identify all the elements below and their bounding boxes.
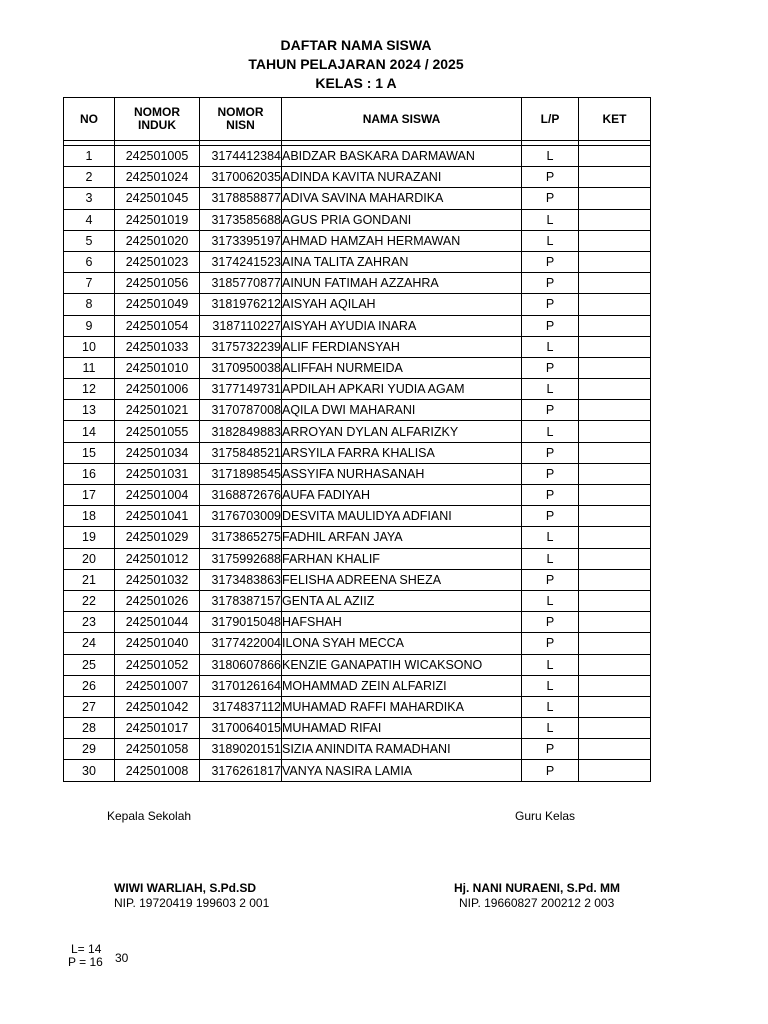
title-line-2: TAHUN PELAJARAN 2024 / 2025 xyxy=(248,56,464,72)
col-header-induk xyxy=(115,98,200,141)
total-count: 30 xyxy=(115,951,129,965)
cell-nisn: 3174837112 xyxy=(200,696,282,717)
cell-no: 22 xyxy=(64,590,115,611)
gender-summary xyxy=(68,943,103,969)
cell-ket xyxy=(579,442,651,463)
table-row xyxy=(64,273,651,294)
table-row xyxy=(64,400,651,421)
cell-no: 20 xyxy=(64,548,115,569)
col-header-induk-line1: NOMOR xyxy=(134,105,180,119)
cell-nisn: 3170064015 xyxy=(200,718,282,739)
cell-lp: P xyxy=(522,569,579,590)
table-row xyxy=(64,336,651,357)
cell-induk: 242501049 xyxy=(115,294,200,315)
cell-nisn: 3174241523 xyxy=(200,251,282,272)
cell-name: MUHAMAD RAFFI MAHARDIKA xyxy=(282,696,522,717)
cell-lp: L xyxy=(522,379,579,400)
cell-nisn: 3180607866 xyxy=(200,654,282,675)
cell-lp: P xyxy=(522,357,579,378)
cell-induk: 242501031 xyxy=(115,463,200,484)
teacher-label: Guru Kelas xyxy=(515,809,576,823)
cell-nisn: 3170787008 xyxy=(200,400,282,421)
student-table xyxy=(63,97,651,782)
cell-name: AHMAD HAMZAH HERMAWAN xyxy=(282,230,522,251)
cell-nisn: 3170062035 xyxy=(200,167,282,188)
cell-nisn: 3175732239 xyxy=(200,336,282,357)
cell-lp: L xyxy=(522,336,579,357)
cell-ket xyxy=(579,463,651,484)
cell-lp: L xyxy=(522,718,579,739)
cell-induk: 242501024 xyxy=(115,167,200,188)
cell-nisn: 3173585688 xyxy=(200,209,282,230)
cell-nisn: 3189020151 xyxy=(200,739,282,760)
cell-name: MOHAMMAD ZEIN ALFARIZI xyxy=(282,675,522,696)
cell-lp: P xyxy=(522,294,579,315)
table-body xyxy=(64,141,651,782)
cell-lp: P xyxy=(522,463,579,484)
cell-no: 23 xyxy=(64,612,115,633)
cell-nisn: 3173865275 xyxy=(200,527,282,548)
cell-induk: 242501033 xyxy=(115,336,200,357)
cell-ket xyxy=(579,188,651,209)
cell-ket xyxy=(579,739,651,760)
cell-no: 30 xyxy=(64,760,115,781)
cell-lp: P xyxy=(522,251,579,272)
col-header-lp: L/P xyxy=(522,98,579,141)
table-row xyxy=(64,548,651,569)
cell-nisn: 3168872676 xyxy=(200,485,282,506)
table-row xyxy=(64,251,651,272)
cell-name: ARSYILA FARRA KHALISA xyxy=(282,442,522,463)
cell-nisn: 3177422004 xyxy=(200,633,282,654)
cell-lp: P xyxy=(522,188,579,209)
principal-label: Kepala Sekolah xyxy=(107,809,192,823)
col-header-induk-line2: INDUK xyxy=(138,118,176,132)
cell-induk: 242501021 xyxy=(115,400,200,421)
table-row xyxy=(64,442,651,463)
table-header-row xyxy=(64,98,651,141)
cell-nisn: 3176261817 xyxy=(200,760,282,781)
cell-no: 29 xyxy=(64,739,115,760)
cell-induk: 242501023 xyxy=(115,251,200,272)
cell-ket xyxy=(579,336,651,357)
cell-ket xyxy=(579,294,651,315)
cell-name: ILONA SYAH MECCA xyxy=(282,633,522,654)
cell-no: 9 xyxy=(64,315,115,336)
cell-nisn: 3182849883 xyxy=(200,421,282,442)
cell-no: 8 xyxy=(64,294,115,315)
cell-ket xyxy=(579,675,651,696)
cell-lp: P xyxy=(522,760,579,781)
cell-name: ASSYIFA NURHASANAH xyxy=(282,463,522,484)
cell-lp: P xyxy=(522,506,579,527)
cell-induk: 242501008 xyxy=(115,760,200,781)
cell-induk: 242501020 xyxy=(115,230,200,251)
cell-name: KENZIE GANAPATIH WICAKSONO xyxy=(282,654,522,675)
col-header-no: NO xyxy=(64,98,115,141)
cell-no: 16 xyxy=(64,463,115,484)
table-row xyxy=(64,209,651,230)
cell-induk: 242501005 xyxy=(115,146,200,167)
cell-name: ADIVA SAVINA MAHARDIKA xyxy=(282,188,522,209)
principal-signature-block xyxy=(114,881,269,911)
table-row xyxy=(64,357,651,378)
cell-nisn: 3173395197 xyxy=(200,230,282,251)
cell-no: 14 xyxy=(64,421,115,442)
table-row xyxy=(64,315,651,336)
cell-nisn: 3178858877 xyxy=(200,188,282,209)
table-row xyxy=(64,463,651,484)
cell-ket xyxy=(579,167,651,188)
cell-lp: P xyxy=(522,167,579,188)
cell-nisn: 3174412384 xyxy=(200,146,282,167)
cell-name: HAFSHAH xyxy=(282,612,522,633)
cell-induk: 242501029 xyxy=(115,527,200,548)
table-row xyxy=(64,590,651,611)
table-row xyxy=(64,294,651,315)
cell-no: 11 xyxy=(64,357,115,378)
cell-name: AINUN FATIMAH AZZAHRA xyxy=(282,273,522,294)
cell-name: ABIDZAR BASKARA DARMAWAN xyxy=(282,146,522,167)
cell-no: 21 xyxy=(64,569,115,590)
cell-induk: 242501040 xyxy=(115,633,200,654)
cell-no: 10 xyxy=(64,336,115,357)
cell-lp: P xyxy=(522,633,579,654)
table-row xyxy=(64,485,651,506)
cell-nisn: 3181976212 xyxy=(200,294,282,315)
table-row xyxy=(64,654,651,675)
cell-ket xyxy=(579,506,651,527)
cell-lp: L xyxy=(522,209,579,230)
cell-no: 5 xyxy=(64,230,115,251)
cell-nisn: 3173483863 xyxy=(200,569,282,590)
cell-ket xyxy=(579,400,651,421)
cell-no: 1 xyxy=(64,146,115,167)
table-row xyxy=(64,188,651,209)
cell-lp: L xyxy=(522,654,579,675)
cell-induk: 242501058 xyxy=(115,739,200,760)
cell-ket xyxy=(579,654,651,675)
principal-name: WIWI WARLIAH, S.Pd.SD xyxy=(114,881,256,895)
cell-no: 28 xyxy=(64,718,115,739)
table-row xyxy=(64,146,651,167)
cell-name: GENTA AL AZIIZ xyxy=(282,590,522,611)
cell-nisn: 3178387157 xyxy=(200,590,282,611)
cell-ket xyxy=(579,357,651,378)
col-header-nisn-line1: NOMOR xyxy=(217,105,264,119)
table-row xyxy=(64,633,651,654)
cell-no: 15 xyxy=(64,442,115,463)
cell-no: 4 xyxy=(64,209,115,230)
table-row xyxy=(64,379,651,400)
cell-lp: P xyxy=(522,315,579,336)
cell-no: 12 xyxy=(64,379,115,400)
table-row xyxy=(64,675,651,696)
cell-lp: P xyxy=(522,485,579,506)
cell-name: ADINDA KAVITA NURAZANI xyxy=(282,167,522,188)
title-line-3: KELAS : 1 A xyxy=(315,75,397,91)
col-header-nisn xyxy=(200,98,282,141)
table-row xyxy=(64,760,651,781)
cell-no: 3 xyxy=(64,188,115,209)
cell-nisn: 3175848521 xyxy=(200,442,282,463)
cell-lp: P xyxy=(522,612,579,633)
cell-ket xyxy=(579,718,651,739)
cell-ket xyxy=(579,146,651,167)
cell-induk: 242501042 xyxy=(115,696,200,717)
title-line-1: DAFTAR NAMA SISWA xyxy=(280,37,432,53)
cell-induk: 242501041 xyxy=(115,506,200,527)
col-header-nisn-line2: NISN xyxy=(226,118,255,132)
cell-ket xyxy=(579,421,651,442)
cell-nisn: 3170126164 xyxy=(200,675,282,696)
cell-name: FARHAN KHALIF xyxy=(282,548,522,569)
document-title xyxy=(0,36,712,93)
cell-no: 13 xyxy=(64,400,115,421)
table-row xyxy=(64,612,651,633)
cell-induk: 242501056 xyxy=(115,273,200,294)
table-row xyxy=(64,421,651,442)
cell-no: 25 xyxy=(64,654,115,675)
cell-induk: 242501019 xyxy=(115,209,200,230)
cell-no: 18 xyxy=(64,506,115,527)
cell-no: 6 xyxy=(64,251,115,272)
cell-lp: L xyxy=(522,548,579,569)
cell-nisn: 3171898545 xyxy=(200,463,282,484)
cell-name: ALIF FERDIANSYAH xyxy=(282,336,522,357)
cell-nisn: 3187110227 xyxy=(200,315,282,336)
teacher-label-block xyxy=(515,809,575,824)
cell-name: FADHIL ARFAN JAYA xyxy=(282,527,522,548)
cell-no: 27 xyxy=(64,696,115,717)
teacher-signature-block xyxy=(454,881,620,911)
cell-lp: L xyxy=(522,527,579,548)
table-row xyxy=(64,569,651,590)
cell-induk: 242501012 xyxy=(115,548,200,569)
table-row xyxy=(64,230,651,251)
male-count: L= 14 xyxy=(71,942,102,956)
cell-ket xyxy=(579,760,651,781)
cell-name: AINA TALITA ZAHRAN xyxy=(282,251,522,272)
cell-nisn: 3185770877 xyxy=(200,273,282,294)
principal-label-block xyxy=(107,809,191,824)
cell-induk: 242501045 xyxy=(115,188,200,209)
cell-lp: L xyxy=(522,146,579,167)
cell-ket xyxy=(579,485,651,506)
cell-name: AISYAH AQILAH xyxy=(282,294,522,315)
cell-ket xyxy=(579,590,651,611)
cell-induk: 242501055 xyxy=(115,421,200,442)
cell-no: 2 xyxy=(64,167,115,188)
cell-induk: 242501004 xyxy=(115,485,200,506)
table-row xyxy=(64,739,651,760)
cell-no: 26 xyxy=(64,675,115,696)
female-count: P = 16 xyxy=(68,955,103,969)
cell-lp: L xyxy=(522,696,579,717)
teacher-nip: NIP. 19660827 200212 2 003 xyxy=(459,896,615,910)
cell-lp: P xyxy=(522,739,579,760)
cell-no: 24 xyxy=(64,633,115,654)
cell-induk: 242501032 xyxy=(115,569,200,590)
table-row xyxy=(64,718,651,739)
cell-name: MUHAMAD RIFAI xyxy=(282,718,522,739)
cell-induk: 242501010 xyxy=(115,357,200,378)
cell-name: AGUS PRIA GONDANI xyxy=(282,209,522,230)
cell-ket xyxy=(579,251,651,272)
cell-ket xyxy=(579,209,651,230)
cell-name: FELISHA ADREENA SHEZA xyxy=(282,569,522,590)
cell-induk: 242501054 xyxy=(115,315,200,336)
table-row xyxy=(64,696,651,717)
col-header-ket: KET xyxy=(579,98,651,141)
cell-ket xyxy=(579,379,651,400)
cell-name: AUFA FADIYAH xyxy=(282,485,522,506)
cell-lp: L xyxy=(522,590,579,611)
col-header-name: NAMA SISWA xyxy=(282,98,522,141)
principal-nip: NIP. 19720419 199603 2 001 xyxy=(114,896,270,910)
cell-lp: L xyxy=(522,421,579,442)
cell-lp: P xyxy=(522,400,579,421)
cell-lp: P xyxy=(522,442,579,463)
cell-nisn: 3175992688 xyxy=(200,548,282,569)
cell-ket xyxy=(579,569,651,590)
cell-no: 7 xyxy=(64,273,115,294)
cell-ket xyxy=(579,273,651,294)
cell-ket xyxy=(579,696,651,717)
cell-nisn: 3170950038 xyxy=(200,357,282,378)
table-row xyxy=(64,506,651,527)
cell-ket xyxy=(579,230,651,251)
cell-ket xyxy=(579,315,651,336)
cell-name: DESVITA MAULIDYA ADFIANI xyxy=(282,506,522,527)
cell-nisn: 3179015048 xyxy=(200,612,282,633)
cell-induk: 242501007 xyxy=(115,675,200,696)
cell-no: 17 xyxy=(64,485,115,506)
cell-ket xyxy=(579,612,651,633)
cell-name: SIZIA ANINDITA RAMADHANI xyxy=(282,739,522,760)
cell-name: ARROYAN DYLAN ALFARIZKY xyxy=(282,421,522,442)
table-row xyxy=(64,167,651,188)
cell-induk: 242501006 xyxy=(115,379,200,400)
cell-lp: L xyxy=(522,675,579,696)
cell-induk: 242501017 xyxy=(115,718,200,739)
cell-nisn: 3176703009 xyxy=(200,506,282,527)
cell-induk: 242501052 xyxy=(115,654,200,675)
cell-ket xyxy=(579,527,651,548)
cell-induk: 242501044 xyxy=(115,612,200,633)
cell-nisn: 3177149731 xyxy=(200,379,282,400)
teacher-name: Hj. NANI NURAENI, S.Pd. MM xyxy=(454,881,621,895)
cell-ket xyxy=(579,633,651,654)
cell-name: APDILAH APKARI YUDIA AGAM xyxy=(282,379,522,400)
cell-ket xyxy=(579,548,651,569)
cell-induk: 242501026 xyxy=(115,590,200,611)
cell-induk: 242501034 xyxy=(115,442,200,463)
cell-name: VANYA NASIRA LAMIA xyxy=(282,760,522,781)
table-row xyxy=(64,527,651,548)
cell-name: AQILA DWI MAHARANI xyxy=(282,400,522,421)
cell-name: ALIFFAH NURMEIDA xyxy=(282,357,522,378)
cell-name: AISYAH AYUDIA INARA xyxy=(282,315,522,336)
cell-lp: L xyxy=(522,230,579,251)
cell-no: 19 xyxy=(64,527,115,548)
cell-lp: P xyxy=(522,273,579,294)
